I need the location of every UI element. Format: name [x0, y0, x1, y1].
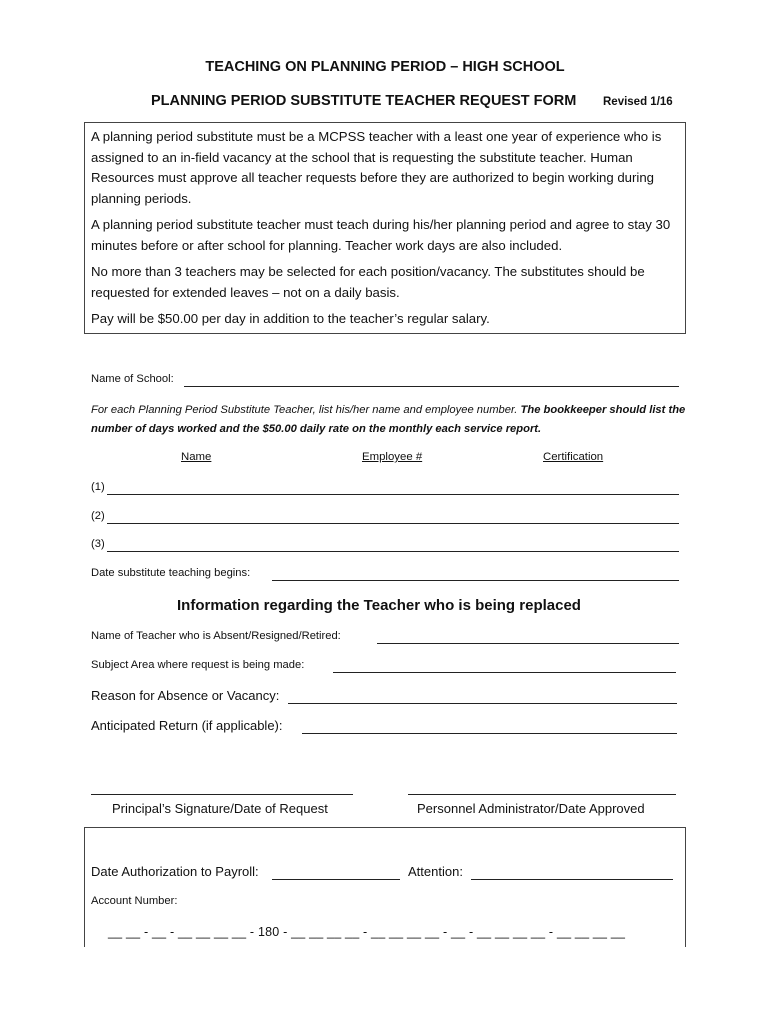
personnel-signature-line[interactable]	[408, 794, 676, 795]
column-certification-heading: Certification	[543, 451, 604, 463]
absent-teacher-field[interactable]	[377, 643, 679, 644]
substitute-row-label: (2)	[91, 510, 105, 522]
column-employee-heading: Employee #	[362, 451, 423, 463]
anticipated-return-label: Anticipated Return (if applicable):	[91, 718, 283, 733]
notice-paragraph: Pay will be $50.00 per day in addition to the teacher’s regular salary.	[91, 311, 490, 326]
revision-label: Revised 1/16	[603, 96, 673, 108]
instructions-italic: For each Planning Period Substitute Teacher, list his/her name and employee number.	[91, 404, 518, 416]
substitute-row-1-field[interactable]	[107, 494, 679, 495]
form-subtitle: PLANNING PERIOD SUBSTITUTE TEACHER REQUEST FORM	[151, 93, 577, 109]
personnel-signature-caption: Personnel Administrator/Date Approved	[417, 801, 645, 816]
payroll-date-field[interactable]	[272, 879, 400, 880]
attention-field[interactable]	[471, 879, 673, 880]
attention-label: Attention:	[408, 864, 463, 879]
replaced-teacher-heading: Information regarding the Teacher who is being replaced	[177, 597, 581, 614]
absent-teacher-label: Name of Teacher who is Absent/Resigned/Retired:	[91, 630, 341, 642]
column-name-heading: Name	[181, 451, 212, 463]
instructions-bold: The bookkeeper should list the number of days worked and the $50.00 daily rate on the monthly each service report.	[91, 404, 686, 435]
begin-date-label: Date substitute teaching begins:	[91, 567, 251, 579]
absence-reason-field[interactable]	[288, 703, 677, 704]
begin-date-field[interactable]	[272, 580, 679, 581]
substitute-row-label: (1)	[91, 481, 105, 493]
subject-area-label: Subject Area where request is being made:	[91, 659, 305, 671]
notice-paragraph: No more than 3 teachers may be selected for each position/vacancy. The substitutes should be requested for extended leaves – not on a daily basis.	[91, 264, 645, 300]
principal-signature-line[interactable]	[91, 794, 353, 795]
notice-paragraph: A planning period substitute teacher must teach during his/her planning period and agree to stay 30 minutes before or after school for planning. Teacher work days are also included.	[91, 217, 671, 253]
payroll-date-label: Date Authorization to Payroll:	[91, 864, 259, 879]
absence-reason-label: Reason for Absence or Vacancy:	[91, 688, 280, 703]
school-name-field[interactable]	[184, 386, 679, 387]
anticipated-return-field[interactable]	[302, 733, 677, 734]
school-name-label: Name of School:	[91, 373, 174, 385]
substitute-row-2-field[interactable]	[107, 523, 679, 524]
substitute-row-3-field[interactable]	[107, 551, 679, 552]
subject-area-field[interactable]	[333, 672, 676, 673]
instructions	[91, 401, 691, 439]
form-title: TEACHING ON PLANNING PERIOD – HIGH SCHOOL	[205, 59, 565, 75]
notice-box	[84, 122, 686, 334]
notice-paragraph: A planning period substitute must be a MCPSS teacher with a least one year of experience who is assigned to an in-field vacancy at the school that is requesting the substitute teacher. Human Resources must approve all teacher requests before they are authorized to begin working during planning periods.	[91, 129, 662, 206]
account-number-label: Account Number:	[91, 895, 178, 907]
account-number-field[interactable]: __ __ - __ - __ __ __ __ - 180 - __ __ __ __ - __ __ __ __ - __ - __ __ __ __ - __ __ __ __	[108, 925, 626, 939]
substitute-row-label: (3)	[91, 538, 105, 550]
principal-signature-caption: Principal’s Signature/Date of Request	[112, 801, 328, 816]
